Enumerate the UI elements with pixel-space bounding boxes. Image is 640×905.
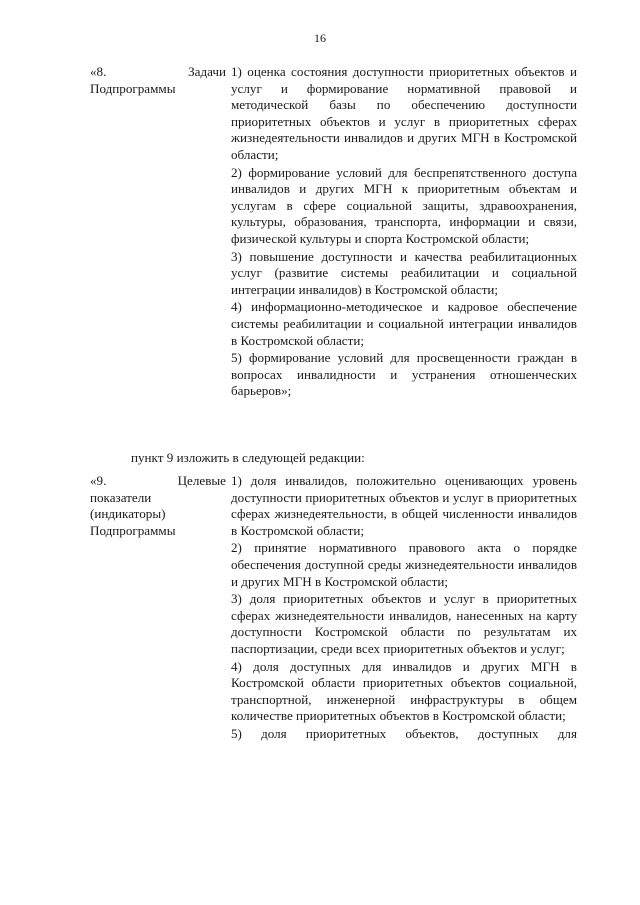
indicators-item: 1) доля инвалидов, положительно оценивающих уровень доступности приоритетных объектов и услуг в приоритетных сферах жизнедеятельности, в общей численности инвалидов в Костромской области; <box>231 473 577 538</box>
indicators-label-line: показатели <box>90 489 152 505</box>
indicators-label-line: (индикаторы) <box>90 506 166 522</box>
indicators-label-number: «9. <box>90 473 107 488</box>
tasks-item: 5) формирование условий для просвещенности граждан в вопросах инвалидности и устранения отношенческих барьеров»; <box>231 350 577 399</box>
indicators-label-line: Подпрограммы <box>90 522 176 538</box>
tasks-label-number: «8. <box>90 64 107 79</box>
tasks-item: 3) повышение доступности и качества реабилитационных услуг (развитие системы реабилитации и социальной интеграции инвалидов) в Костромской области; <box>231 248 577 297</box>
indicators-label <box>90 473 226 539</box>
tasks-label-rest: Подпрограммы <box>90 80 176 96</box>
tasks-item: 2) формирование условий для беспрепятственного доступа инвалидов и других МГН к приоритетным объектам и услугам в сфере социальной защиты, здравоохранения, культуры, образования, транспорта, информации и связи, физической культуры и спорта Костромской области; <box>231 164 577 246</box>
amendment-instruction: пункт 9 изложить в следующей редакции: <box>131 450 365 465</box>
indicators-item: 4) доля доступных для инвалидов и других МГН в Костромской области приоритетных объектов социальной, транспортной, инженерной инфраструктуры в общем количестве приоритетных объектов в Костромской области; <box>231 658 577 724</box>
tasks-item: 4) информационно-методическое и кадровое обеспечение системы реабилитации и социальной интеграции инвалидов в Костромской области; <box>231 299 577 348</box>
indicators-list <box>231 473 577 744</box>
indicators-item: 2) принятие нормативного правового акта о порядке обеспечения доступной среды жизнедеятельности инвалидов и других МГН в Костромской области; <box>231 540 577 589</box>
tasks-item: 1) оценка состояния доступности приоритетных объектов и услуг и формирование нормативной правовой и методической базы по обеспечению доступности приоритетных объектов и услуг в приоритетных сферах жизнедеятельности инвалидов и других МГН в Костромской области; <box>231 64 577 162</box>
indicators-item: 5) доля приоритетных объектов, доступных для <box>231 725 577 741</box>
page-number: 16 <box>314 31 326 45</box>
tasks-label-word: Задачи <box>188 64 226 79</box>
tasks-list <box>231 64 577 401</box>
indicators-item: 3) доля приоритетных объектов и услуг в приоритетных сферах жизнедеятельности инвалидов, нанесенных на карту доступности Костромской области по результатам их паспортизации, среди всех приоритетных объектов и услуг; <box>231 591 577 656</box>
indicators-label-word: Целевые <box>177 473 226 488</box>
tasks-label <box>90 64 226 97</box>
